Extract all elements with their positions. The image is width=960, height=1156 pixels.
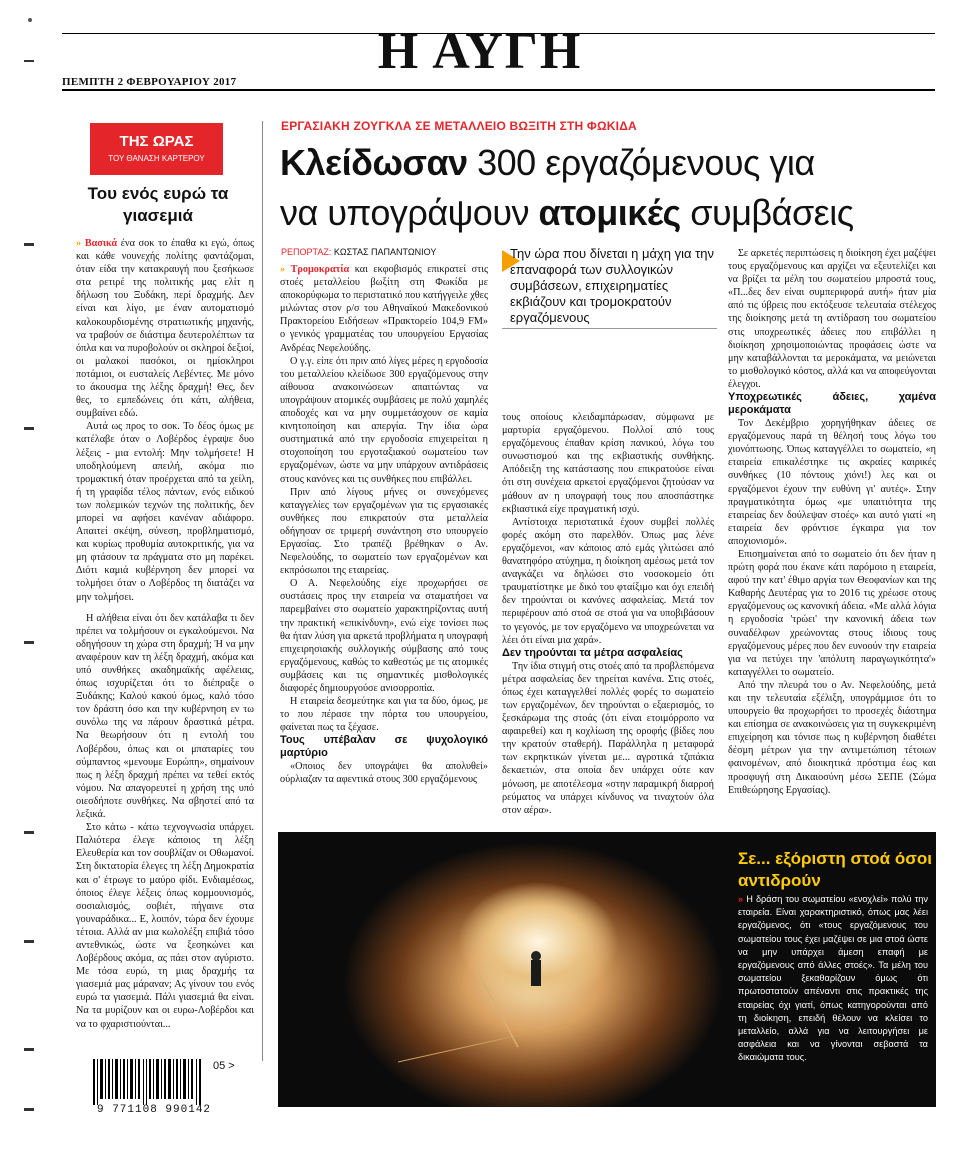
col2-p3: Την ίδια στιγμή στις στοές από τα προβλεπόμενα μέτρα ασφαλείας δεν τηρείται κανένα. Στις στοές, όπως έχει καταγγελθεί πολλές φορές το σωματείο των εργαζομένων, δεν τηρούνται ο εξαερισμός, το ξεσκάρωμα της στοάς (ότι είναι ετοιμόρροπο να αφαιρεθεί) και η κοχλίωση της οροφής (βίδες που την κρατούν σταθερή). Παράλληλα η μεταφορά των εκρηκτικών γίνεται με... αγροτικά τζιπάκια δεκαετιών, στα οποία δεν υπάρχει ούτε καν μόνωση, με αποτέλεσμα «στην παραμικρή διαρροή ρεύματος να υπάρχει κίνδυνος να τιναχτούν όλα στον αέρα». — [502, 660, 714, 816]
headline-bold-2: ατομικές — [538, 192, 681, 233]
sidebar-border — [262, 121, 263, 1061]
article-column-2 — [502, 411, 714, 817]
byline — [281, 247, 436, 257]
headline-text-1: 300 εργαζόμενους για — [467, 142, 815, 183]
col1-p4: Ο Α. Νεφελούδης είχε προχωρήσει σε συστάσεις προς την εταιρεία να σταματήσει να παρεμβαίνει στο σωματείο χαρακτηρίζοντας αυτή την πρακτική «επικίνδυνη», ενώ είχε τονίσει πως θα ήταν λύση για αρκετά προβλήματα η υπογραφή επιχειρησιακής συλλογικής σύμβασης από τους εργαζόμενους, καθώς το καθεστώς με τις ατομικές συμβάσεις και τις σημαντικές μισθολογικές διαφορές δημιουργούσε ανισορροπία. — [280, 578, 488, 694]
col1-p6: «Οποιος δεν υπογράψει θα απολυθεί» ούρλιαζαν τα αφεντικά στους 300 εργαζόμενους — [280, 761, 488, 786]
article-lead-word: Τρομοκρατία — [290, 264, 350, 275]
sidebar-author: ΤΟΥ ΘΑΝΑΣΗ ΚΑΡΤΕΡΟΥ — [108, 154, 205, 163]
col3-p4: Από την πλευρά του ο Αν. Νεφελούδης, μετά και την τελευταία εξέλιξη, υπογράμμισε ότι το υπουργείο θα προχωρήσει το προσεχές διάστημα και επίσημα σε ανακοινώσεις για τη συγκεκριμένη επιχείρηση και τόνισε πως η κυβέρνηση διαθέτει δέσμη μέτρων για την αντιμετώπιση τέτοιων φαινομένων, από διοικητικά πρόστιμα έως και προσφυγή στη Δικαιοσύνη μέσω ΣΕΠΕ (Σώμα Επιθεώρησης Εργασίας). — [728, 679, 936, 796]
col2-p2: Αντίστοιχα περιστατικά έχουν συμβεί πολλές φορές ακόμη στο παρελθόν. Όπως μας λένε εργαζόμενοι, «αν κάποιος από εμάς γλιτώσει από θανατηφόρο ατύχημα, η διοίκηση αμέσως μετά τον αναγκάζει να δηλώσει στο νοσοκομείο ότι τραυματίστηκε με δικό του φταίξιμο και όχι επειδή δεν τηρούνται οι κανόνες ασφαλείας. Μετά τον περιφέρουν από στοά σε στοά για να υποβιβάσουν το γεγονός, με τον εργαζόμενο να υποχρεώνεται να λέει ότι είναι μια χαρά». — [502, 516, 714, 646]
pullquote: Την ώρα που δίνεται η μάχη για την επαναφορά των συλλογικών συμβάσεων, επιχειρηματίες εκβιάζουν και τρομοκρατούν εργαζόμενους — [510, 246, 715, 325]
article-kicker: ΕΡΓΑΣΙΑΚΗ ΖΟΥΓΚΛΑ ΣΕ ΜΕΤΑΛΛΕΙΟ ΒΩΞΙΤΗ ΣΤΗ ΦΩΚΙΔΑ — [281, 119, 637, 133]
sidebar-body — [76, 237, 254, 1031]
col1-p3: Πριν από λίγους μήνες οι συνεχόμενες καταγγελίες των εργαζομένων για τις εργασιακές συνθήκες που επικρατούν στα μεταλλεία οδήγησαν σε τριμερή συνάντηση στο υπουργείο Εργασίας. Στο τραπέζι βρέθηκαν ο Αν. Νεφελούδης, το σωματείο των εργαζομένων και εκπρόσωποι της εταιρείας. — [280, 486, 488, 577]
photo-box-body: Η δράση του σωματείου «ενοχλεί» πολύ την εταιρεία. Είναι χαρακτηριστικό, όπως μας λέει εργαζόμενος, ότι «τους εργαζόμενους του σωματείου τους έχει μαζέψει σε μια στοά ώστε να μην υπάρχει άμεση επαφή με εργαζόμενους από άλλες στοές». Τα μέλη του σωματείου ξεκαθαρίζουν όμως ότι πρωτοστατούν απέναντι στις πρακτικές της εταιρείας όχι γιατί, όπως κατηγορούνται από τη διοίκηση, επειδή θέλουν να κλείσει το μεταλλείο, αλλά για να λειτουργήσει με ασφάλεια και να γίνονται σεβαστά τα δικαιώματα τους. — [738, 894, 928, 1063]
article-paragraph: » Τρομοκρατία και εκφοβισμός επικρατεί στις στοές μεταλλείου βωξίτη στη Φωκίδα με αποκορύφωμα το περιστατικό που κατήγγειλε χθες μιλώντας στον ρ/σ του Αθηναϊκού Μακεδονικού Πρακτορείου Ειδήσεων «Πρακτορείο 104,9 FM» ο γενικός γραμματέας του υπουργείου Εργασίας Ανδρέας Νεφελούδης. — [280, 264, 488, 354]
col1-p2: Ο γ.γ. είπε ότι πριν από λίγες μέρες η εργοδοσία του μεταλλείου κλείδωσε 300 εργαζόμενους στην αίθουσα ανακοινώσεων απαιτώντας να υπογράψουν ατομικές συμβάσεις με πολύ χαμηλές αποδοχές και να μην συμμετάσχουν σε καμία κινητοποίηση και απεργία. Την ίδια ώρα συστηματικά από την εργοδοσία επιχειρείται η στοχοποίηση του εργοταξιακού σωματείου των εργαζομένων, ώστε να μην υπάρχουν αντιδράσεις στους κανόνες και τις συνθήκες που επιβάλλει. — [280, 355, 488, 485]
article-column-3 — [728, 247, 936, 797]
masthead-rule — [62, 89, 935, 91]
sidebar-p4: Στο κάτω - κάτω τεχνογνωσία υπάρχει. Παλιότερα έλεγε κάποιος τη λέξη Ελευθερία και τον σουβλίζαν οι Οθωμανοί. Στη δικτατορία έλεγες τη λέξη Δημοκρατία και σ' έτρωγε το μαύρο φίδι. Ενδιαμέσως, όποιος έλεγε λέξεις όπως κομμουνισμός, σοσιαλισμός, σοβιέτ, πήγαινε στα γουναράδικα... Ε, λοιπόν, τώρα δεν έχουμε τέτοια. Αλλά αν μια κωλολέξη επιβιά τόσο αντεθνικώς, ώστε να ξεσηκώνει και Λοβέρδους ακόμα, ας πάει στον αγύριστο. Με τόσα ευρώ, τη μιας δραχμής τα γιασεμιά μας μάραναν; Ας γίνουν του ενός ευρώ τα γιασεμιά. Πάλι γιασεμιά θα είναι. Να τα μυρίζουν και οι ευρω-Λοβέρδοι και να το φχαριστιούνται... — [76, 822, 254, 1030]
pullquote-rule — [502, 328, 717, 329]
margin-marks — [22, 0, 36, 1156]
article-headline — [280, 138, 940, 238]
col1-p1: και εκφοβισμός επικρατεί στις στοές μεταλλείου βωξίτη στη Φωκίδα με αποκορύφωμα το περιστατικό που κατήγγειλε χθες μιλώντας στον ρ/σ του Αθηναϊκού Μακεδονικού Πρακτορείου Ειδήσεων «Πρακτορείο 104,9 FM» ο γενικός γραμματέας του υπουργείου Εργασίας Ανδρέας Νεφελούδης. — [280, 264, 488, 354]
byline-label: ΡΕΠΟΡΤΑΖ: — [281, 247, 334, 257]
col1-subhead: Τους υπέβαλαν σε ψυχολογικό μαρτύριο — [280, 734, 488, 760]
headline-text-3: συμβάσεις — [680, 192, 854, 233]
sidebar-paragraph: » Βασικά ένα σοκ το έπαθα κι εγώ, όπως και κάθε νουνεχής πολίτης φαντάζομαι, όταν είδα την κατακραυγή που ξεσήκωσε στα ρετιρέ της πολιτικής μας ελίτ η δήλωση του Ξυδάκη, περί δραχμής. Δεν είναι και λίγο, με έναν αυτοματισμό καλοκουρδισμένης στρατιωτικής μηχανής, να τραβούν σε διάστιμα δευτερολέπτων τα όπλα και να πυροβολούν οι σκληροί δεξιοί, οι μαλακοί πασόκοι, οι ημίσκληροι ποτάμιοι, οι ευσταλείς Λεβέντες. Με μόνο το άκουσμα της λέξης δραχμή! Θες, δεν θες, το εμπεδώνεις ότι κάτι, αλήθεια, συμβαίνει εδώ. — [76, 238, 254, 420]
masthead-title: Η ΑΥΓΗ — [377, 23, 583, 80]
col3-p3: Επισημαίνεται από το σωματείο ότι δεν ήταν η πρώτη φορά που έκανε κάτι παρόμοιο η εταιρεία, αφού την κατ' έθιμο αργία των Θεοφανίων και της Καθαρής Δευτέρας για το 2016 τις χρέωσε στους εργαζόμενους ως κανονική άδεια. «Με αλλά λόγια η εργοδοσία 'τρώει' την κανονική άδεια των συναδέλφων χρεώνοντας στους ίδιους τους εργαζόμενους μέρες που δεν ευνοούν την εταιρεία για να πετύχει την 'απόλυτη παραγωγικότητα'» καταγγέλλει το σωματείο. — [728, 548, 936, 678]
sidebar-section-badge — [90, 123, 223, 175]
col3-p1: Σε αρκετές περιπτώσεις η διοίκηση έχει μαζέψει τους εργαζόμενους και αρχίζει να εξευτελίζει και να βρίζει τα μέλη του σωματείου μπροστά τους, «Π...δες δεν είναι συμπεριφορά αυτή» ήταν μία από τις ύβρεις που εκτόξευσε τελευταία στέλεχος της διοίκησης μετά τη αντίδραση του σωματείου στις υποχρεωτικές άδειες που επιβάλλει η διοίκηση χρησιμοποιώντας προφάσεις ώστε να μην καταβάλλονται τα μεροκάματα, να μειώνεται το μισθολογικό κόστος, αλλά και να αποφεύγονται έλεγχοι. — [728, 248, 936, 390]
col1-p5: Η εταιρεία δεσμεύτηκε και για τα δύο, όμως, με το που πέρασε την πόρτα του υπουργείου, φαίνεται πως τα ξέχασε. — [280, 696, 488, 734]
sidebar-section: ΤΗΣ ΩΡΑΣ — [119, 133, 194, 150]
barcode-number: 9 771108 990142 — [97, 1104, 212, 1116]
photo-box-title: Σε... εξόριστη στοά όσοι αντιδρούν — [738, 849, 932, 890]
barcode-issue: 05 > — [213, 1060, 235, 1072]
byline-name: ΚΩΣΤΑΣ ΠΑΠΑΝΤΩΝΙΟΥ — [333, 247, 437, 257]
col2-p1: τους οποίους κλειδαμπάρωσαν, σύμφωνα με μαρτυρία εργαζόμενου. Πολλοί από τους εργαζόμενους έπαθαν κρίση πανικού, λόγω του συνωστισμού και της εκβιαστικής συνθήκης. Απόδειξη της κατάστασης που επικρατούσε είναι ότι στη συνέχεια αρκετοί εργαζόμενοι ζητούσαν να μάθουν αν η υπογραφή τους που αποσπάστηκε εκβιαστικά είχε πραγματική ισχύ. — [502, 412, 714, 515]
headline-text-2: να υπογράψουν — [280, 192, 539, 233]
issue-date: ΠΕΜΠΤΗ 2 ΦΕΒΡΟΥΑΡΙΟΥ 2017 — [62, 76, 237, 88]
sidebar-p2: Αυτά ως προς το σοκ. Το δέος όμως με κατέλαβε όταν ο Λοβέρδος έγραψε δυο λέξεις - μια εντολή: Μην τολμήσετε! Η υποδηλούμενη απειλή, ακόμα πιο τρομακτική όταν προέρχεται από τα χείλη, ή τη γραφίδα τέλος πάντων, ενός ειδικού των πολεμικών τεχνών της πολιτικής, δεν μπορεί να αφήσει κανέναν αδιάφορο. Απαιτεί σκέψη, σύνεση, προβληματισμό, και κυρίως προθυμία αυτοκριτικής, για να μη φτάσουν τα πράγματα στο μη παρέκει. Διότι καμιά κυβέρνηση δεν μπορεί να τολμήσει όταν ο Λοβέρδος τη διατάζει να μην τολμήσει. — [76, 421, 254, 603]
sidebar-lead-word: Βασικά — [84, 238, 118, 249]
sidebar-p3: Η αλήθεια είναι ότι δεν κατάλαβα τι δεν πρέπει να τολμήσουν οι εγκαλούμενοι. Να οδηγήσουν τη χώρα στη δραχμή; Ή να μην αναφέρουν καν τη λέξη δραχμή, ακόμα και υπό συνθήκες ακαδημαϊκής αφέλειας, όπως ισχυρίζεται ότι το διέπραξε ο Ξυδάκης; Καλού κακού όμως, καλό τόσο τον δράστη όσο και την κυβέρνηση εν τω συνόλω της να πάρουν δραστικά μέτρα. Να θεωρήσουν ότι η εντολή του Λοβέρδου, όπως και οι μπαταρίες του σύμπαντος «μενουμε Ευρώπη», σημαίνουν πως η λέξη δραχμή πρέπει να τεθεί εκτός νόμου. Να απαγορευτεί η χρήση της υπό οιεσδήποτε συνθήκες. Να σβηστεί από τα λεξικά. — [76, 612, 254, 821]
sidebar-title: Του ενός ευρώ τα γιασεμιά — [87, 184, 229, 225]
barcode — [93, 1059, 201, 1105]
sidebar-p1: ένα σοκ το έπαθα κι εγώ, όπως και κάθε νουνεχής πολίτης φαντάζομαι, όταν είδα την κατακραυγή που ξεσήκωσε στα ρετιρέ της πολιτικής μας ελίτ η δήλωση του Ξυδάκη, περί δραχμής. Δεν είναι και λίγο, με έναν αυτοματισμό καλοκουρδισμένης στρατιωτικής μηχανής, να τραβούν σε διάστιμα δευτερολέπτων τα όπλα και να πυροβολούν οι σκληροί δεξιοί, οι μαλακοί πασόκοι, οι ημίσκληροι ποτάμιοι, οι ευσταλείς Λεβέντες. Με μόνο το άκουσμα της λέξης δραχμή! Θες, δεν θες, το εμπεδώνεις ότι κάτι, αλήθεια, συμβαίνει εδώ. — [76, 238, 254, 420]
col3-p2: Τον Δεκέμβριο χορηγήθηκαν άδειες σε εργαζόμενους παρά τη θέλησή τους λόγω του χιονόπτωσης. Όπως καταγγέλλει το σωματείο, «η εταιρεία επικαλέστηκε τις ακραίες καιρικές συνθήκες (10 πόντους χιόνι!) λες και οι εργαζόμενοι έχουν την ευθύνη γι' αυτές». Στην πραγματικότητα όμως «με υπαιτιότητα της εταιρείας δεν δούλεψαν στοές» και αυτό γιατί «η εταιρεία δεν φρόντισε έγκαιρα για τον αποχιονισμό». — [728, 418, 936, 547]
col2-subhead: Δεν τηρούνται τα μέτρα ασφαλείας — [502, 646, 683, 659]
article-column-1 — [280, 263, 488, 787]
photo-box-text: » Η δράση του σωματείου «ενοχλεί» πολύ την εταιρεία. Είναι χαρακτηριστικό, όπως μας λέει εργαζόμενος, ότι «τους εργαζόμενους του σωματείου τους έχει μαζέψει σε μια στοά ώστε να μην υπάρχει άμεση επαφή με εργαζόμενους από άλλες στοές». Τα μέλη του σωματείου ξεκαθαρίζουν όμως ότι πρωτοστατούν απέναντι στις πρακτικές της εταιρείας όχι γιατί, όπως κατηγορούνται από τη διοίκηση, επειδή θέλουν να κλείσει το μεταλλείο, αλλά για να λειτουργήσει με ασφάλεια και να γίνονται σεβαστά τα δικαιώματα τους. — [738, 894, 928, 1063]
headline-bold-1: Κλείδωσαν — [280, 142, 468, 183]
col3-subhead: Υποχρεωτικές άδειες, χαμένα μεροκάματα — [728, 391, 936, 417]
